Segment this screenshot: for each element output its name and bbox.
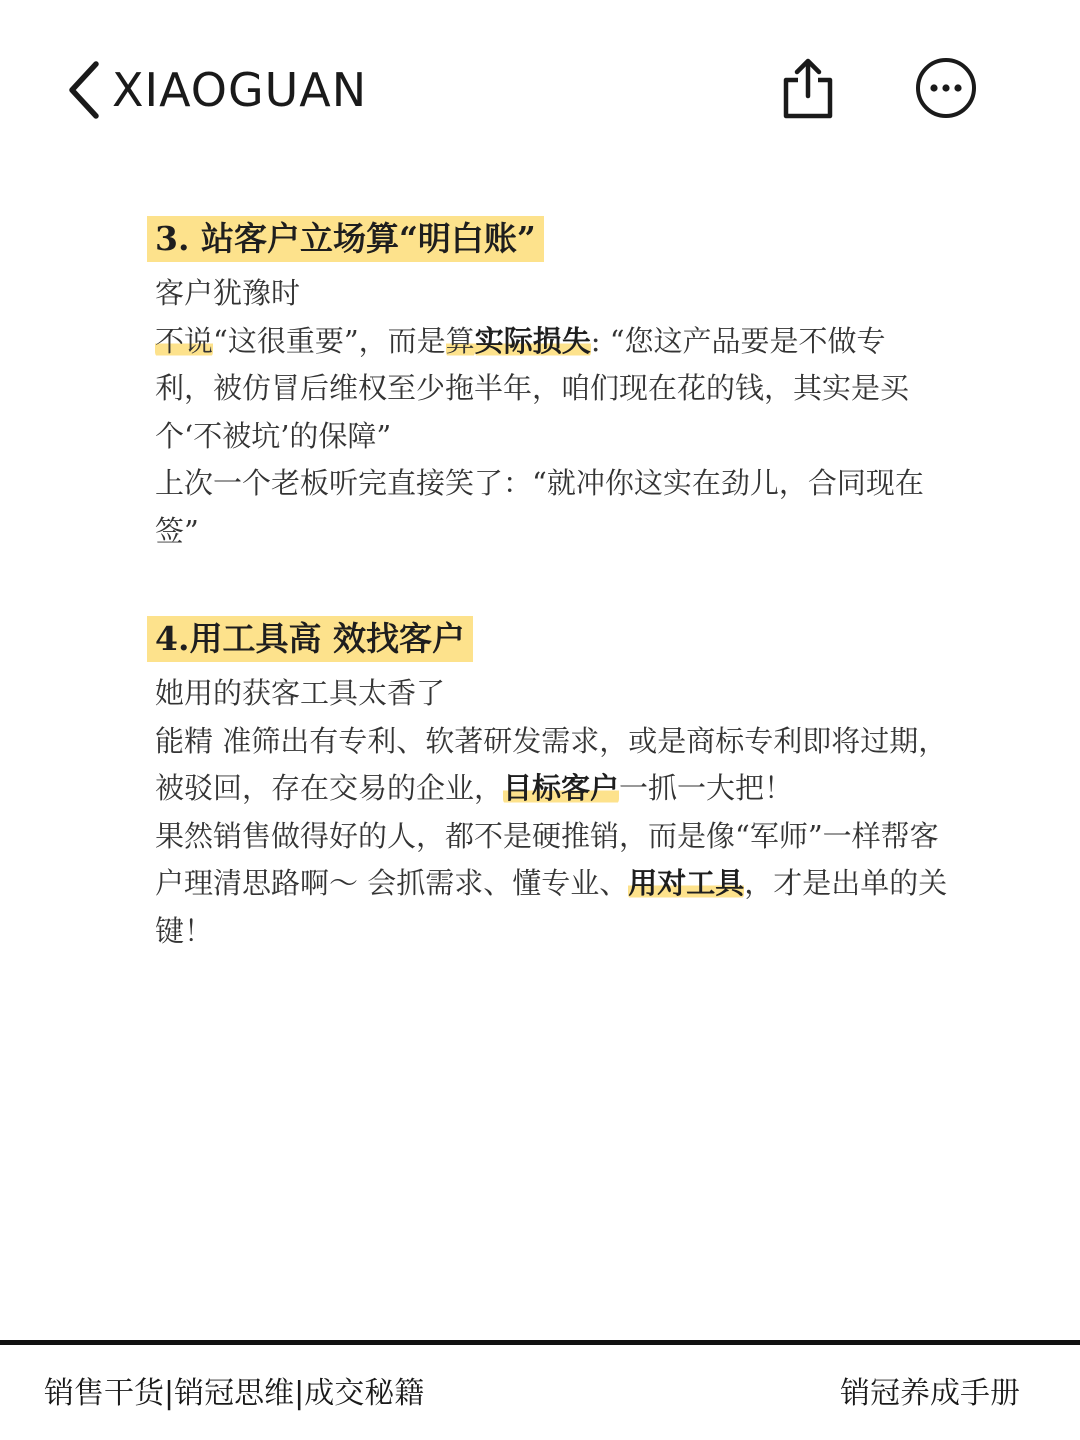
section-heading: 4.用工具高 效找客户 [147,616,473,662]
text-line: 被驳回，存在交易的企业，目标客户一抓一大把！ [155,771,794,805]
chevron-left-icon [62,58,110,122]
text-line: 个‘不被坑’的保障” [155,418,392,453]
emphasis-phrase: 目标客户 [503,771,620,805]
text-line: 户理清思路啊～ 会抓需求、懂专业、用对工具，才是出单的关 [155,866,948,900]
footer-tags: 销售干货|销冠思维|成交秘籍 [44,1376,425,1411]
share-icon [778,56,838,122]
section-body [155,670,995,955]
text-line: 不说“这很重要”，而是算实际损失: “您这产品要是不做专 [155,323,886,358]
emphasis-phrase: 用对工具 [628,866,745,900]
back-button[interactable] [62,58,110,122]
highlight-phrase: 不说 [155,323,214,358]
text-line: 上次一个老板听完直接笑了：“就冲你这实在劲儿，合同现在 [155,466,924,500]
text-line: 客户犹豫时 [155,276,301,310]
text-line: 签” [155,513,199,548]
top-navigation-bar [0,0,1080,180]
highlight-phrase: 算 [445,323,475,358]
text-line: 键！ [155,913,214,948]
page-title: XIAOGUAN [112,63,368,117]
emphasis-phrase: 实际损失 [474,323,591,358]
section-body [155,270,995,555]
footer-divider [0,1340,1080,1345]
text-line: 她用的获客工具太香了 [155,676,446,710]
footer-brand: 销冠养成手册 [840,1376,1020,1411]
more-options-button[interactable] [914,56,978,120]
text-line: 利，被仿冒后维权至少拖半年，咱们现在花的钱，其实是买 [155,371,910,405]
section-heading: 3. 站客户立场算“明白账” [147,216,544,262]
tip-section-3 [155,216,995,555]
text-line: 能精 准筛出有专利、软著研发需求，或是商标专利即将过期， [155,723,948,758]
text-line: 果然销售做得好的人，都不是硬推销，而是像“军师”一样帮客 [155,818,939,853]
tip-section-4 [155,616,995,955]
more-icon [914,56,978,120]
share-button[interactable] [778,56,838,122]
